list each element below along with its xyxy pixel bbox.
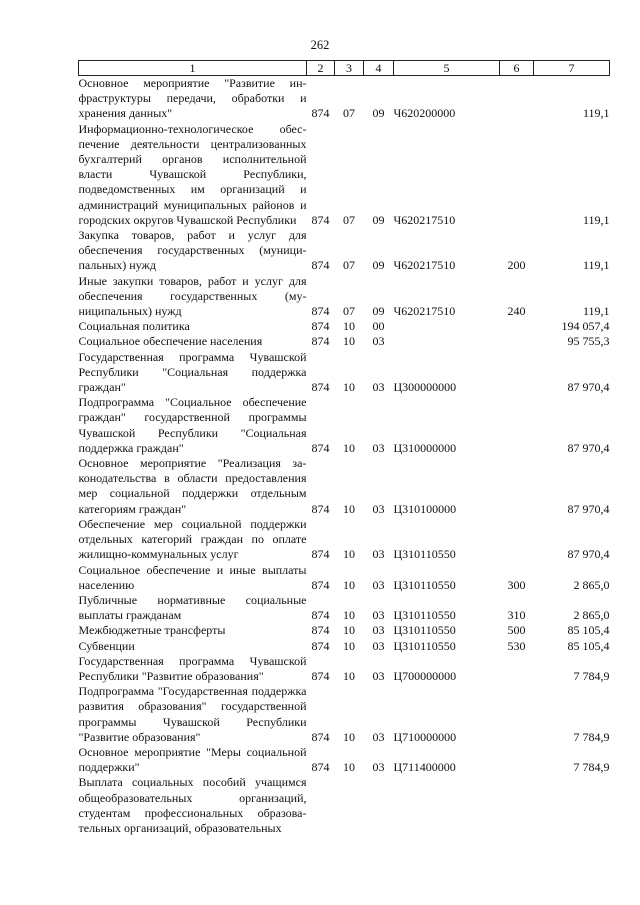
row-section-code: 10: [343, 577, 355, 592]
row-ministry-code: 874: [311, 547, 330, 562]
table-row: [79, 517, 610, 563]
row-section-code: 07: [343, 106, 355, 121]
row-ministry-code: 874: [311, 638, 330, 653]
row-subsection-code: 03: [372, 440, 385, 455]
row-section-code: 10: [343, 334, 355, 349]
row-amount: [534, 775, 610, 836]
header-col-7: 7: [534, 61, 610, 76]
header-col-2: 2: [307, 61, 335, 76]
row-ministry-code: 874: [311, 380, 330, 395]
row-section-code: 07: [343, 212, 355, 227]
row-name: Выплата социальных пособий учащимся общеобразовательных организаций, студентам профессиональных образовательных организаций, образовательных: [78, 775, 307, 835]
row-name: Информационно-технологическое обеспечение деятельности централизованных бухгалтерий органов исполнительной власти Чувашской Республики, подведомственных им организаций и администраций муниципальных районов и городских округов Чувашской Республики: [78, 121, 307, 227]
row-expense-type: [500, 122, 534, 228]
row-section-code: 07: [343, 258, 355, 273]
header-col-1: 1: [79, 61, 307, 76]
table-row: [79, 745, 610, 775]
row-section-code: 07: [343, 304, 355, 319]
row-amount: 2 865,0: [573, 577, 610, 592]
row-target-article: Ц310110550: [393, 547, 456, 562]
row-subsection-code: 03: [372, 501, 385, 516]
row-expense-type: [500, 456, 534, 517]
row-expense-type: [500, 334, 534, 349]
row-name: Социальное обеспечение населения: [78, 334, 263, 349]
row-expense-type: [500, 775, 534, 836]
row-target-article: [394, 334, 500, 349]
row-subsection-code: 09: [372, 304, 385, 319]
row-target-article: Ц310110550: [393, 638, 456, 653]
row-ministry-code: 874: [311, 608, 330, 623]
row-target-article: [394, 775, 500, 836]
row-subsection-code: 09: [372, 106, 385, 121]
row-section-code: 10: [343, 760, 355, 775]
row-target-article: Ч620200000: [393, 106, 456, 121]
row-subsection-code: 03: [372, 668, 385, 683]
row-section-code: 10: [343, 380, 355, 395]
row-subsection-code: 03: [372, 547, 385, 562]
row-name: Социальное обеспечение и иные выплаты населению: [78, 562, 307, 592]
row-name: Субвенции: [78, 638, 135, 653]
row-subsection-code: 09: [372, 258, 385, 273]
row-name: Закупка товаров, работ и услуг для обеспечения государственных (муниципальных) нужд: [78, 228, 307, 273]
row-expense-type: [500, 395, 534, 456]
row-subsection-code: 03: [372, 608, 385, 623]
row-expense-type: 500: [507, 623, 526, 638]
row-amount: 119,1: [582, 106, 610, 121]
row-amount: 85 105,4: [567, 638, 610, 653]
row-ministry-code: [307, 775, 335, 836]
row-expense-type: 300: [507, 577, 526, 592]
row-amount: 119,1: [582, 212, 610, 227]
row-ministry-code: 874: [311, 623, 330, 638]
table-row: [79, 334, 610, 349]
table-row: [79, 274, 610, 320]
row-amount: 95 755,3: [567, 334, 610, 349]
table-row: [79, 639, 610, 654]
row-name: Государственная программа Чувашской Республики "Развитие образования": [78, 653, 307, 683]
row-target-article: Ц310110550: [393, 577, 456, 592]
table-row: [79, 654, 610, 684]
row-ministry-code: 874: [311, 106, 330, 121]
row-target-article: Ц300000000: [393, 380, 457, 395]
row-target-article: Ц310110550: [393, 623, 456, 638]
row-amount: 119,1: [582, 304, 610, 319]
row-amount: 7 784,9: [573, 668, 610, 683]
row-name: Основное мероприятие "Меры социальной поддержки": [78, 744, 307, 775]
table-row: [79, 623, 610, 638]
row-section-code: 10: [343, 440, 355, 455]
row-amount: 87 970,4: [567, 547, 610, 562]
row-subsection-code: 03: [372, 729, 385, 744]
row-name: Основное мероприятие "Реализация законодательства в области предоставления мер социальной поддержки отдельным категориям граждан": [78, 456, 307, 516]
row-subsection-code: 03: [372, 760, 385, 775]
row-expense-type: [500, 319, 534, 334]
table-row: [79, 350, 610, 396]
row-expense-type: 200: [507, 258, 526, 273]
table-row: [79, 122, 610, 228]
header-col-5: 5: [394, 61, 500, 76]
row-subsection-code: 03: [372, 334, 385, 349]
row-name: Государственная программа Чувашской Республики "Социальная поддержка граждан": [78, 349, 307, 395]
table-row: [79, 76, 610, 122]
row-subsection-code: 03: [372, 623, 385, 638]
row-ministry-code: 874: [311, 577, 330, 592]
row-name: Подпрограмма "Социальное обеспечение граждан" государственной программы Чувашской Республики "Социальная поддержка граждан": [78, 395, 307, 455]
table-header-row: [79, 61, 610, 76]
row-expense-type: 530: [507, 638, 526, 653]
row-target-article: Ц711400000: [393, 760, 456, 775]
row-section-code: 10: [343, 547, 355, 562]
row-expense-type: [500, 517, 534, 563]
row-name: Социальная политика: [78, 319, 190, 334]
row-section-code: 10: [343, 668, 355, 683]
row-expense-type: [500, 745, 534, 775]
row-target-article: Ц310000000: [393, 440, 457, 455]
table-row: [79, 228, 610, 274]
row-amount: 85 105,4: [567, 623, 610, 638]
row-expense-type: [500, 684, 534, 745]
row-name: Межбюджетные трансферты: [78, 623, 226, 638]
row-section-code: 10: [343, 623, 355, 638]
row-section-code: 10: [343, 319, 355, 334]
table-row: [79, 684, 610, 745]
row-subsection-code: 00: [372, 319, 385, 334]
row-amount: 87 970,4: [567, 501, 610, 516]
row-section-code: [335, 775, 364, 836]
row-target-article: Ч620217510: [393, 212, 456, 227]
row-ministry-code: 874: [311, 319, 330, 334]
row-target-article: [394, 319, 500, 334]
row-ministry-code: 874: [311, 304, 330, 319]
row-target-article: Ц710000000: [393, 729, 457, 744]
header-col-4: 4: [364, 61, 394, 76]
row-section-code: 10: [343, 501, 355, 516]
row-target-article: Ц310110550: [393, 608, 456, 623]
table-row: [79, 593, 610, 623]
row-ministry-code: 874: [311, 668, 330, 683]
row-amount: 87 970,4: [567, 380, 610, 395]
row-section-code: 10: [343, 729, 355, 744]
row-name: Публичные нормативные социальные выплаты гражданам: [78, 592, 307, 623]
row-amount: 87 970,4: [567, 440, 610, 455]
row-expense-type: [500, 76, 534, 122]
row-target-article: Ц700000000: [393, 668, 457, 683]
row-subsection-code: [364, 775, 394, 836]
row-name: Подпрограмма "Государственная поддержка развития образования" государственной программы Чувашской Республики "Развитие образования": [78, 684, 307, 744]
table-row: [79, 456, 610, 517]
header-col-3: 3: [335, 61, 364, 76]
table-row: [79, 319, 610, 334]
row-ministry-code: 874: [311, 501, 330, 516]
row-ministry-code: 874: [311, 760, 330, 775]
row-expense-type: 310: [507, 608, 526, 623]
row-amount: 7 784,9: [573, 760, 610, 775]
row-target-article: Ц310100000: [393, 501, 457, 516]
row-subsection-code: 03: [372, 380, 385, 395]
row-section-code: 10: [343, 638, 355, 653]
row-name: Обеспечение мер социальной поддержки отдельных категорий граждан по оплате жилищно-коммунальных услуг: [78, 516, 307, 562]
table-row: [79, 395, 610, 456]
row-expense-type: 240: [507, 304, 526, 319]
page-number: 262: [310, 38, 330, 52]
row-expense-type: [500, 654, 534, 684]
table-row: [79, 775, 610, 836]
row-ministry-code: 874: [311, 729, 330, 744]
table-body: [79, 76, 610, 837]
row-name: Основное мероприятие "Развитие инфраструктуры передачи, обработки и хранения данных": [78, 76, 307, 121]
row-subsection-code: 03: [372, 638, 385, 653]
row-amount: 194 057,4: [561, 319, 610, 334]
row-ministry-code: 874: [311, 440, 330, 455]
row-ministry-code: 874: [311, 212, 330, 227]
budget-table: [78, 60, 610, 836]
row-section-code: 10: [343, 608, 355, 623]
row-ministry-code: 874: [311, 334, 330, 349]
row-target-article: Ч620217510: [393, 304, 456, 319]
row-target-article: Ч620217510: [393, 258, 456, 273]
row-expense-type: [500, 350, 534, 396]
row-name: Иные закупки товаров, работ и услуг для обеспечения государственных (муниципальных) нужд: [78, 273, 307, 319]
row-amount: 2 865,0: [573, 608, 610, 623]
header-col-6: 6: [500, 61, 534, 76]
table-row: [79, 563, 610, 593]
row-subsection-code: 09: [372, 212, 385, 227]
row-amount: 7 784,9: [573, 729, 610, 744]
row-amount: 119,1: [582, 258, 610, 273]
row-ministry-code: 874: [311, 258, 330, 273]
row-subsection-code: 03: [372, 577, 385, 592]
